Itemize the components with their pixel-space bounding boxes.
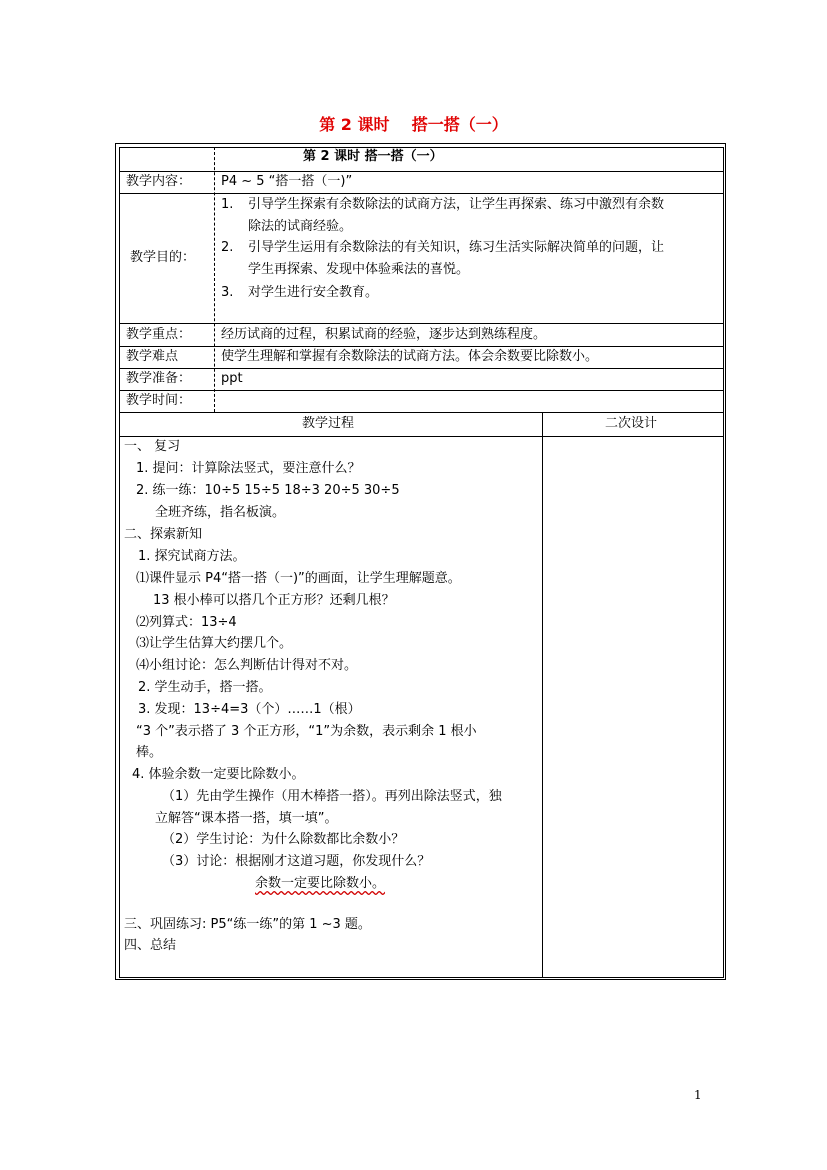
difficulty-label: 教学难点 bbox=[126, 349, 179, 364]
objective-1-line-2: 除法的试商经验。 bbox=[248, 219, 353, 234]
objective-3-num: 3. bbox=[221, 285, 234, 300]
content-label: 教学内容： bbox=[126, 174, 192, 189]
row-divider bbox=[119, 193, 724, 194]
page-number: 1 bbox=[694, 1088, 702, 1102]
preparation-label: 教学准备： bbox=[126, 371, 192, 386]
key-point-value: 经历试商的过程，积累试商的经验，逐步达到熟练程度。 bbox=[221, 327, 547, 342]
row-divider bbox=[119, 368, 724, 369]
row-divider bbox=[119, 171, 724, 172]
lesson-header: 第 2 课时 搭一搭（一） bbox=[303, 149, 443, 164]
section-review-title: 一、 复习 bbox=[124, 439, 181, 454]
process-design-divider bbox=[542, 412, 543, 978]
key-point-label: 教学重点： bbox=[126, 327, 192, 342]
row-divider bbox=[119, 412, 724, 413]
explore-item-1d: ⑶让学生估算大约摆几个。 bbox=[136, 636, 293, 651]
explore-item-3: 3. 发现：13÷4=3（个）……1（根） bbox=[138, 702, 361, 717]
objective-1-line-1: 引导学生探索有余数除法的试商方法，让学生再探索、练习中激烈有余数 bbox=[248, 197, 665, 212]
objective-1-num: 1. bbox=[221, 197, 234, 212]
section-summary: 四、总结 bbox=[124, 938, 177, 953]
explore-item-1a: ⑴课件显示 P4“搭一搭（一)”的画面，让学生理解题意。 bbox=[136, 571, 461, 586]
page-title: 第 2 课时 搭一搭（一） bbox=[319, 115, 508, 134]
review-item-note: 全班齐练，指名板演。 bbox=[155, 505, 286, 520]
objective-2-num: 2. bbox=[221, 240, 234, 255]
section-practice: 三、巩固练习: P5“练一练”的第 1 ~3 题。 bbox=[124, 917, 371, 932]
process-header: 教学过程 bbox=[302, 416, 355, 431]
explore-item-4d: （3）讨论：根据刚才这道习题，你发现什么？ bbox=[162, 854, 431, 869]
explore-item-4b: 立解答“课本搭一搭，填一填”。 bbox=[155, 811, 338, 826]
explore-item-4: 4. 体验余数一定要比除数小。 bbox=[132, 767, 305, 782]
explore-item-3b: 棒。 bbox=[136, 745, 163, 760]
objective-2-line-1: 引导学生运用有余数除法的有关知识，练习生活实际解决简单的问题，让 bbox=[248, 240, 665, 255]
review-item-1: 1. 提问：计算除法竖式，要注意什么？ bbox=[136, 461, 361, 476]
explore-item-1: 1. 探究试商方法。 bbox=[138, 549, 246, 564]
explore-item-1c: ⑵列算式：13÷4 bbox=[136, 615, 237, 630]
explore-item-2: 2. 学生动手，搭一搭。 bbox=[138, 680, 272, 695]
explore-item-1b: 13 根小棒可以搭几个正方形？还剩几根？ bbox=[153, 593, 395, 608]
explore-item-4a: （1）先由学生操作（用木棒搭一搭）。再列出除法竖式，独 bbox=[162, 789, 502, 804]
objectives-label: 教学目的： bbox=[130, 250, 196, 265]
design-header: 二次设计 bbox=[605, 416, 658, 431]
row-divider bbox=[119, 436, 724, 437]
review-item-2: 2. 练一练：10÷5 15÷5 18÷3 20÷5 30÷5 bbox=[136, 483, 400, 498]
section-explore-title: 二、探索新知 bbox=[124, 527, 203, 542]
difficulty-value: 使学生理解和掌握有余数除法的试商方法。体会余数要比除数小。 bbox=[221, 349, 599, 364]
explore-item-4c: （2）学生讨论：为什么除数都比余数小？ bbox=[162, 832, 405, 847]
objective-3-line-1: 对学生进行安全教育。 bbox=[248, 285, 379, 300]
label-column-divider bbox=[214, 147, 215, 412]
content-value: P4 ~ 5 “搭一搭（一)” bbox=[221, 174, 353, 189]
time-label: 教学时间： bbox=[126, 393, 192, 408]
objective-2-line-2: 学生再探索、发现中体验乘法的喜悦。 bbox=[248, 262, 470, 277]
explore-item-3a: “3 个”表示搭了 3 个正方形，“1”为余数，表示剩余 1 根小 bbox=[136, 724, 477, 739]
explore-item-4e: 余数一定要比除数小。 bbox=[255, 876, 386, 891]
explore-item-1e: ⑷小组讨论：怎么判断估计得对不对。 bbox=[136, 658, 358, 673]
row-divider bbox=[119, 390, 724, 391]
preparation-value: ppt bbox=[221, 371, 243, 386]
row-divider bbox=[119, 323, 724, 324]
